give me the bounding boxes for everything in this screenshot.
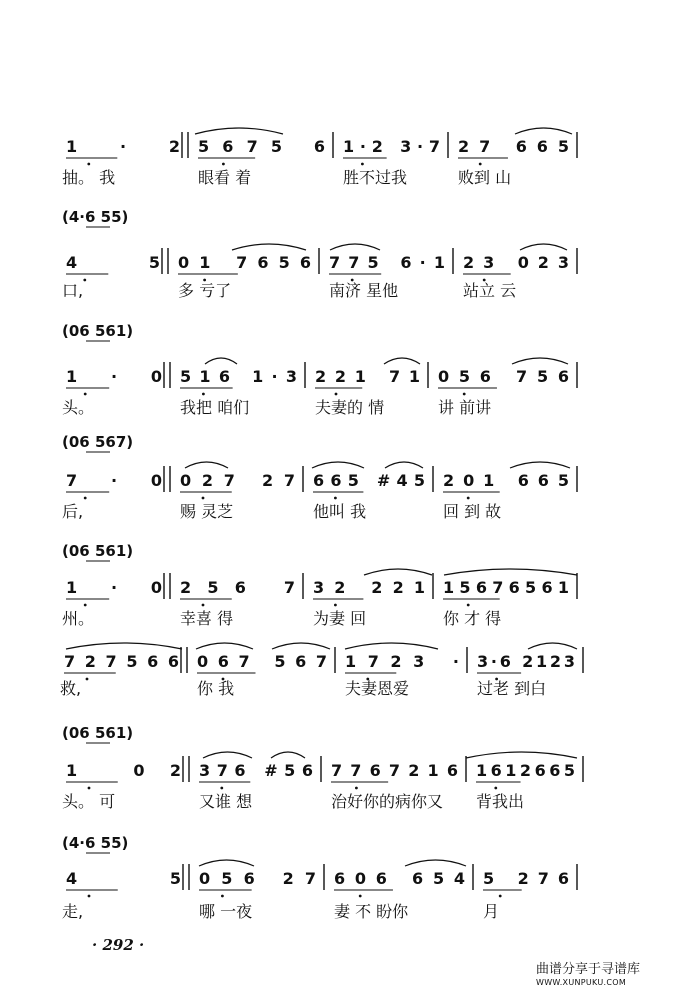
slur-arc	[515, 128, 572, 134]
watermark	[536, 958, 676, 987]
octave-dot	[87, 163, 90, 166]
lyric-line: 后,	[62, 502, 84, 521]
slur-arc	[444, 569, 577, 575]
lyric-line: 头。 可	[62, 792, 116, 811]
notation-measure: 056 27	[199, 869, 316, 888]
lyric-line: 我把 咱们	[180, 398, 250, 417]
notation-measure: 3·6 2123	[477, 652, 575, 671]
slur-arc	[312, 462, 364, 468]
notation-measure: 221 71	[315, 367, 420, 386]
octave-dot	[361, 163, 364, 166]
octave-dot	[84, 604, 87, 607]
octave-dot	[221, 895, 224, 898]
lyric-line: 回 到 故	[443, 502, 502, 521]
lyric-line: 夫妻的 情	[315, 398, 385, 417]
lyric-line: 头。	[62, 398, 95, 417]
slur-arc	[271, 752, 305, 758]
slur-arc	[345, 643, 438, 649]
octave-dot	[467, 604, 470, 607]
slur-arc	[528, 643, 577, 649]
lyric-line: 败到 山	[458, 168, 512, 187]
octave-dot	[202, 604, 205, 607]
notation-measure: 665 #45	[313, 471, 425, 490]
lyric-line: 州。	[62, 609, 95, 628]
lyric-line: 抽。 我	[62, 168, 116, 187]
slur-arc	[520, 244, 567, 250]
notation-measure: 606 654	[334, 869, 465, 888]
lyric-line: 哪 一夜	[199, 902, 253, 921]
notation-measure: 201 665	[443, 471, 569, 490]
lyric-line: 夫妻恩爱	[345, 679, 410, 698]
notation-measure: 4 5	[66, 869, 181, 888]
octave-dot	[84, 497, 87, 500]
octave-dot	[479, 163, 482, 166]
lyric-line: 过老 到白	[477, 679, 547, 698]
slur-arc	[466, 752, 577, 758]
notation-measure: 1 · 0	[66, 578, 162, 597]
notation-measure: 1612665	[476, 761, 575, 780]
notation-measure: 376 #56	[199, 761, 313, 780]
slur-arc	[203, 752, 252, 758]
notation-measure: 775 6·1	[329, 253, 445, 272]
slur-arc	[330, 244, 380, 250]
prelude-notation: (06 561)	[62, 322, 134, 340]
notation-measure: 5 276	[483, 869, 569, 888]
notation-measure: 7767216	[331, 761, 458, 780]
notation-measure: 727566	[64, 652, 179, 671]
lyric-line: 眼看 着	[198, 168, 252, 187]
notation-measure: 7 · 0	[66, 471, 162, 490]
lyric-line: 背我出	[476, 792, 525, 811]
slur-arc	[364, 569, 432, 575]
slur-arc	[272, 643, 330, 649]
octave-dot	[202, 497, 205, 500]
slur-arc	[405, 860, 466, 866]
octave-dot	[359, 895, 362, 898]
slur-arc	[66, 643, 182, 649]
slur-arc	[384, 358, 420, 364]
octave-dot	[335, 393, 338, 396]
prelude-notation: (06 561)	[62, 724, 134, 742]
lyric-line: 幸喜 得	[180, 609, 234, 628]
prelude-notation: (4·6 55)	[62, 834, 129, 852]
lyric-line: 多 亏了	[178, 281, 232, 300]
lyric-line: 南济 星他	[329, 281, 399, 300]
notation-measure: 5675 6	[198, 137, 325, 156]
notation-measure: 32 221	[313, 578, 425, 597]
notation-measure: 056 756	[438, 367, 569, 386]
lyric-line: 救,	[60, 679, 82, 698]
lyric-line: 站立 云	[463, 281, 517, 300]
octave-dot	[84, 393, 87, 396]
slur-arc	[510, 462, 570, 468]
watermark-text: 曲谱分享于寻谱库	[536, 962, 641, 977]
octave-dot	[467, 497, 470, 500]
lyric-line: 讲 前讲	[438, 398, 492, 417]
notation-measure: 1 · 2	[66, 137, 180, 156]
notation-measure: 027 27	[180, 471, 295, 490]
notation-measure: 4 5	[66, 253, 160, 272]
slur-arc	[196, 643, 253, 649]
octave-dot	[202, 393, 205, 396]
notation-measure: 23 023	[463, 253, 569, 272]
notation-measure: 27 665	[458, 137, 569, 156]
notation-measure: 1·2 3·7	[343, 137, 440, 156]
slur-arc	[385, 462, 423, 468]
prelude-notation: (06 561)	[62, 542, 134, 560]
octave-dot	[334, 497, 337, 500]
watermark-url: WWW.XUNPUKU.COM	[536, 978, 627, 987]
octave-dot	[499, 895, 502, 898]
prelude-notation: (06 567)	[62, 433, 134, 451]
lyric-line: 月	[483, 902, 500, 921]
lyric-line: 治好你的病你又	[331, 792, 444, 811]
lyric-line: 为妻 回	[313, 609, 367, 628]
octave-dot	[334, 604, 337, 607]
octave-dot	[463, 393, 466, 396]
slur-arc	[232, 244, 306, 250]
lyric-line: 胜不过我	[343, 168, 408, 187]
notation-measure: 067 567	[197, 652, 327, 671]
octave-dot	[83, 279, 86, 282]
slur-arc	[195, 128, 283, 134]
lyric-line: 你 我	[197, 679, 235, 698]
octave-dot	[355, 787, 358, 790]
slur-arc	[205, 358, 237, 364]
prelude-notation: (4·6 55)	[62, 208, 129, 226]
lyric-line: 妻 不 盼你	[334, 902, 409, 921]
notation-measure: 15676561	[443, 578, 569, 597]
octave-dot	[494, 787, 497, 790]
lyric-line: 你 才 得	[443, 609, 502, 628]
lyric-line: 他叫 我	[313, 502, 367, 521]
notation-measure: 1723 ·	[345, 652, 459, 671]
slur-arc	[199, 860, 254, 866]
lyric-line: 走,	[62, 902, 84, 921]
slur-arc	[185, 462, 228, 468]
octave-dot	[220, 787, 223, 790]
octave-dot	[222, 163, 225, 166]
notation-measure: 1 02	[66, 761, 181, 780]
lyric-line: 赐 灵芝	[180, 502, 234, 521]
notation-measure: 256 7	[180, 578, 295, 597]
octave-dot	[88, 787, 91, 790]
notation-measure: 01 7656	[178, 253, 311, 272]
notation-measure: 516 1·3	[180, 367, 297, 386]
lyric-line: 又谁 想	[199, 792, 253, 811]
page-number: · 292 ·	[92, 936, 145, 954]
notation-measure: 1 · 0	[66, 367, 162, 386]
lyric-line: 口,	[62, 281, 84, 300]
octave-dot	[88, 895, 91, 898]
octave-dot	[86, 678, 89, 681]
slur-arc	[512, 358, 568, 364]
